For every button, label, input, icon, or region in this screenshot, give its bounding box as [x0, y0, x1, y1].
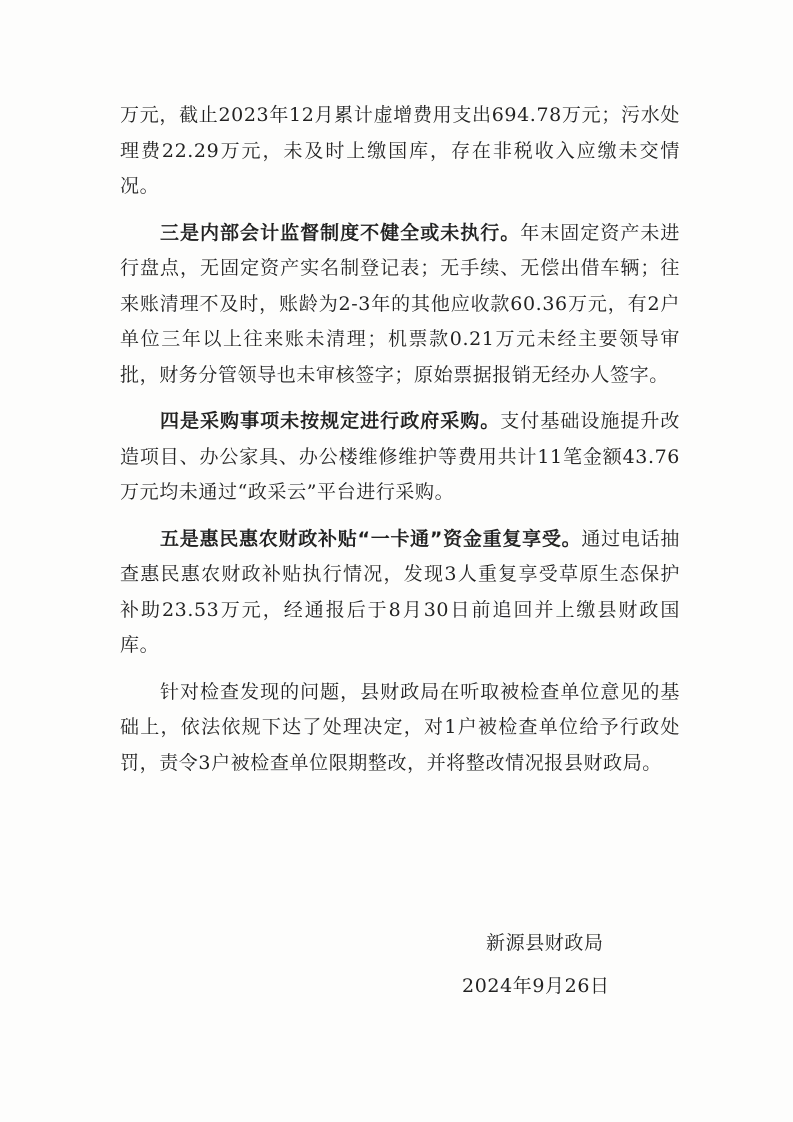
- paragraph-lead: 四是采购事项未按规定进行政府采购。: [160, 410, 501, 432]
- paragraph-continuation: [120, 98, 680, 205]
- paragraph-text: 通过电话抽查惠民惠农财政补贴执行情况，发现3人重复享受草原生态保护补助23.53万元，经通报后于8月30日前追回并上缴县财政国库。: [120, 527, 680, 656]
- paragraph-procurement: [120, 404, 680, 511]
- paragraph-text: 支付基础设施提升改造项目、办公家具、办公楼维修维护等费用共计11笔金额43.76万元均未通过“政采云”平台进行采购。: [120, 410, 681, 503]
- paragraph-text: 针对检查发现的问题，县财政局在听取被检查单位意见的基础上，依法依规下达了处理决定，对1户被检查单位给予行政处罚，责令3户被检查单位限期整改，并将整改情况报县财政局。: [120, 680, 680, 774]
- paragraph-text: 年末固定资产未进行盘点，无固定资产实名制登记表；无手续、无偿出借车辆；往来账清理不及时，账龄为2-3年的其他应收款60.36万元，有2户单位三年以上往来账未清理；机票款0.21万元未经主要领导审批，财务分管领导也未审核签字；原始票据报销无经办人签字。: [120, 221, 680, 386]
- signature-organization: 新源县财政局: [486, 932, 604, 954]
- paragraph-subsidy: [120, 522, 680, 664]
- paragraph-internal-audit: [120, 216, 680, 394]
- paragraph-text: 万元，截止2023年12月累计虚增费用支出694.78万元；污水处理费22.29万元，未及时上缴国库，存在非税收入应缴未交情况。: [120, 104, 680, 197]
- signature-date: 2024年9月26日: [462, 975, 610, 997]
- paragraph-lead: 三是内部会计监督制度不健全或未执行。: [160, 221, 521, 244]
- paragraph-lead: 五是惠民惠农财政补贴“一卡通”资金重复享受。: [160, 527, 582, 550]
- document-body: [120, 98, 680, 792]
- paragraph-conclusion: [120, 675, 680, 782]
